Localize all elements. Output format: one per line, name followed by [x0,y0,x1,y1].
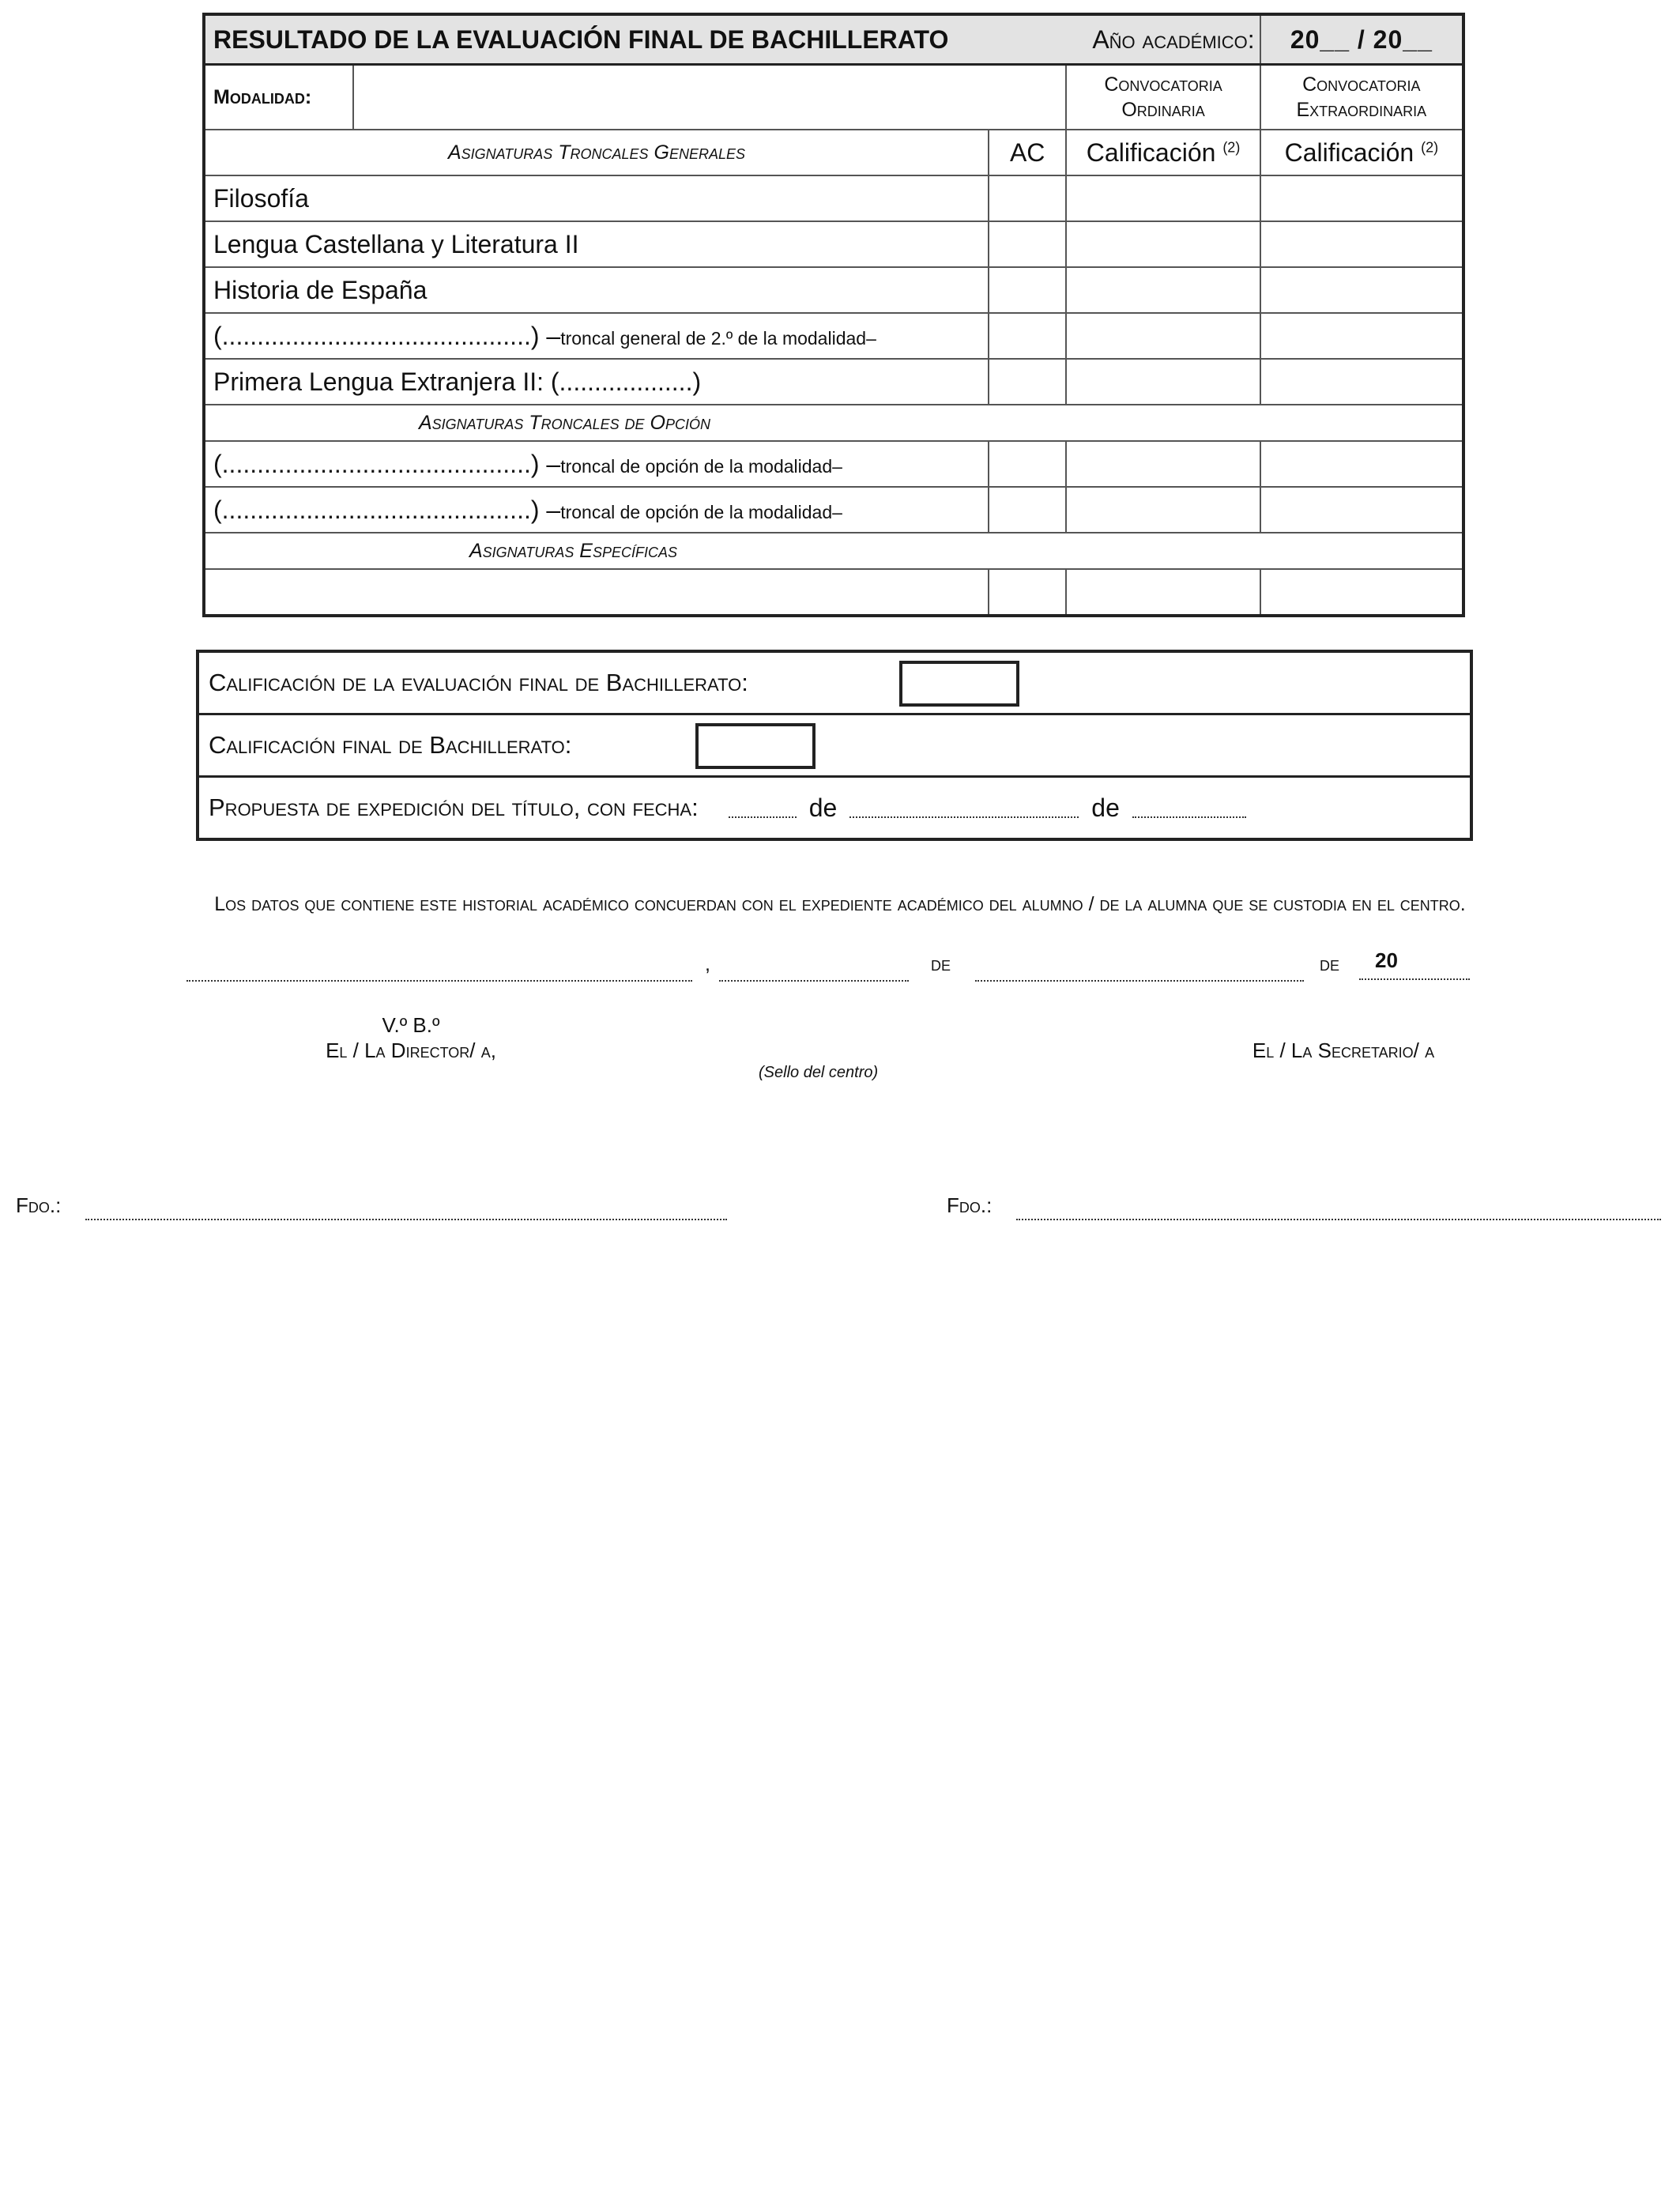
final-eval-grade-box[interactable] [899,661,1019,707]
grade-ordinary-cell[interactable] [1066,487,1260,533]
final-eval-label: Calificación de la evaluación final de Bachillerato: [209,669,748,696]
proposal-de-2: de [1091,793,1120,822]
subject-name: Lengua Castellana y Literatura II [204,221,989,267]
option-section-label: Asignaturas Troncales de Opción [419,411,710,434]
ac-cell[interactable] [989,267,1066,313]
academic-year-label: Año académico: [1092,25,1255,54]
option-subject-row [204,487,1463,533]
final-grade-label: Calificación final de Bachillerato: [209,731,572,759]
month-field[interactable] [975,948,1304,982]
vb-label: V.º B.º [382,1013,440,1037]
form-title: RESULTADO DE LA EVALUACIÓN FINAL DE BACHILLERATO [213,25,949,54]
ac-cell[interactable] [989,313,1066,359]
grade-extra-cell[interactable] [1260,441,1463,487]
specific-section-label: Asignaturas Específicas [469,539,678,562]
modality-label: Modalidad: [213,85,312,108]
specific-section-row [204,533,1463,569]
subject-name: (............................................) –troncal general de 2.º de la modalidad– [204,313,989,359]
grade-ordinary-cell[interactable] [1066,313,1260,359]
conv-extra-header: Convocatoria Extraordinaria [1260,65,1463,130]
ac-cell[interactable] [989,175,1066,221]
general-subject-row [204,267,1463,313]
grade-extra-cell[interactable] [1260,221,1463,267]
option-section-row [204,405,1463,441]
subject-name: Primera Lengua Extranjera II: (...................) [204,359,989,405]
place-comma: , [705,953,710,975]
proposal-label: Propuesta de expedición del título, con fecha: [209,794,699,821]
grade-ordinary-cell[interactable] [1066,359,1260,405]
date-de-1: de [931,953,951,975]
general-subject-row [204,221,1463,267]
final-grade-row [199,715,1470,778]
header-row [204,14,1463,65]
qualification-box [196,650,1473,841]
grade-ordinary-cell[interactable] [1066,175,1260,221]
secretary-signature-field[interactable] [1016,1193,1661,1220]
grade-ordinary-header: Calificación $^{(2)}$ [1066,130,1260,175]
ac-cell[interactable] [989,221,1066,267]
general-subject-row [204,359,1463,405]
grade-extra-cell[interactable] [1260,267,1463,313]
grade-ordinary-cell[interactable] [1066,221,1260,267]
specific-subject-cell[interactable] [204,569,989,616]
fdo-right-label: Fdo.: [947,1193,993,1217]
proposal-day-field[interactable] [729,797,797,818]
grade-extra-cell[interactable] [1260,359,1463,405]
general-section-label: Asignaturas Troncales Generales [447,141,745,164]
general-subject-row [204,175,1463,221]
modality-field[interactable] [353,65,1066,130]
academic-year-value: 20__ / 20__ [1290,25,1433,54]
option-subjects [204,441,1463,533]
final-eval-row [199,653,1470,715]
grade-ordinary-cell[interactable] [1066,267,1260,313]
secretary-label: El / La Secretario/ a [1252,1039,1435,1062]
proposal-row [199,778,1470,838]
fdo-left-label: Fdo.: [16,1193,62,1217]
proposal-de-1: de [808,793,838,822]
specific-grade-ordinary-cell[interactable] [1066,569,1260,616]
grade-extra-cell[interactable] [1260,175,1463,221]
subject-name: Historia de España [204,267,989,313]
option-subject-row [204,441,1463,487]
grade-ordinary-cell[interactable] [1066,441,1260,487]
conv-ordinary-header: Convocatoria Ordinaria [1066,65,1260,130]
place-field[interactable] [186,948,692,982]
proposal-year-field[interactable] [1132,797,1246,818]
column-header-row [204,130,1463,175]
specific-ac-cell[interactable] [989,569,1066,616]
ac-cell[interactable] [989,359,1066,405]
final-grade-box[interactable] [695,723,816,769]
ac-cell[interactable] [989,441,1066,487]
director-signature-field[interactable] [85,1193,727,1220]
subject-name: (............................................) –troncal de opción de la modalidad– [204,441,989,487]
ac-cell[interactable] [989,487,1066,533]
custody-statement: Los datos que contiene este historial académico concuerdan con el expediente académico del alumno / de la alumna que se custodia en el centro. [214,893,1466,915]
year-field[interactable]: 20 [1359,948,1470,980]
grade-extra-header: Calificación $^{(2)}$ [1260,130,1463,175]
grade-extra-cell[interactable] [1260,487,1463,533]
day-field[interactable] [719,948,909,982]
subject-name: (............................................) –troncal de opción de la modalidad– [204,487,989,533]
proposal-month-field[interactable] [849,797,1079,818]
date-de-2: de [1320,953,1340,975]
specific-grade-extra-cell[interactable] [1260,569,1463,616]
ac-header: AC [989,130,1066,175]
stamp-label: (Sello del centro) [759,1064,879,1081]
subject-name: Filosofía [204,175,989,221]
results-table [202,13,1465,617]
specific-subject-row [204,569,1463,616]
general-subjects [204,175,1463,405]
modality-row [204,65,1463,130]
grade-extra-cell[interactable] [1260,313,1463,359]
general-subject-row [204,313,1463,359]
director-label: El / La Director/ a, [326,1039,496,1062]
